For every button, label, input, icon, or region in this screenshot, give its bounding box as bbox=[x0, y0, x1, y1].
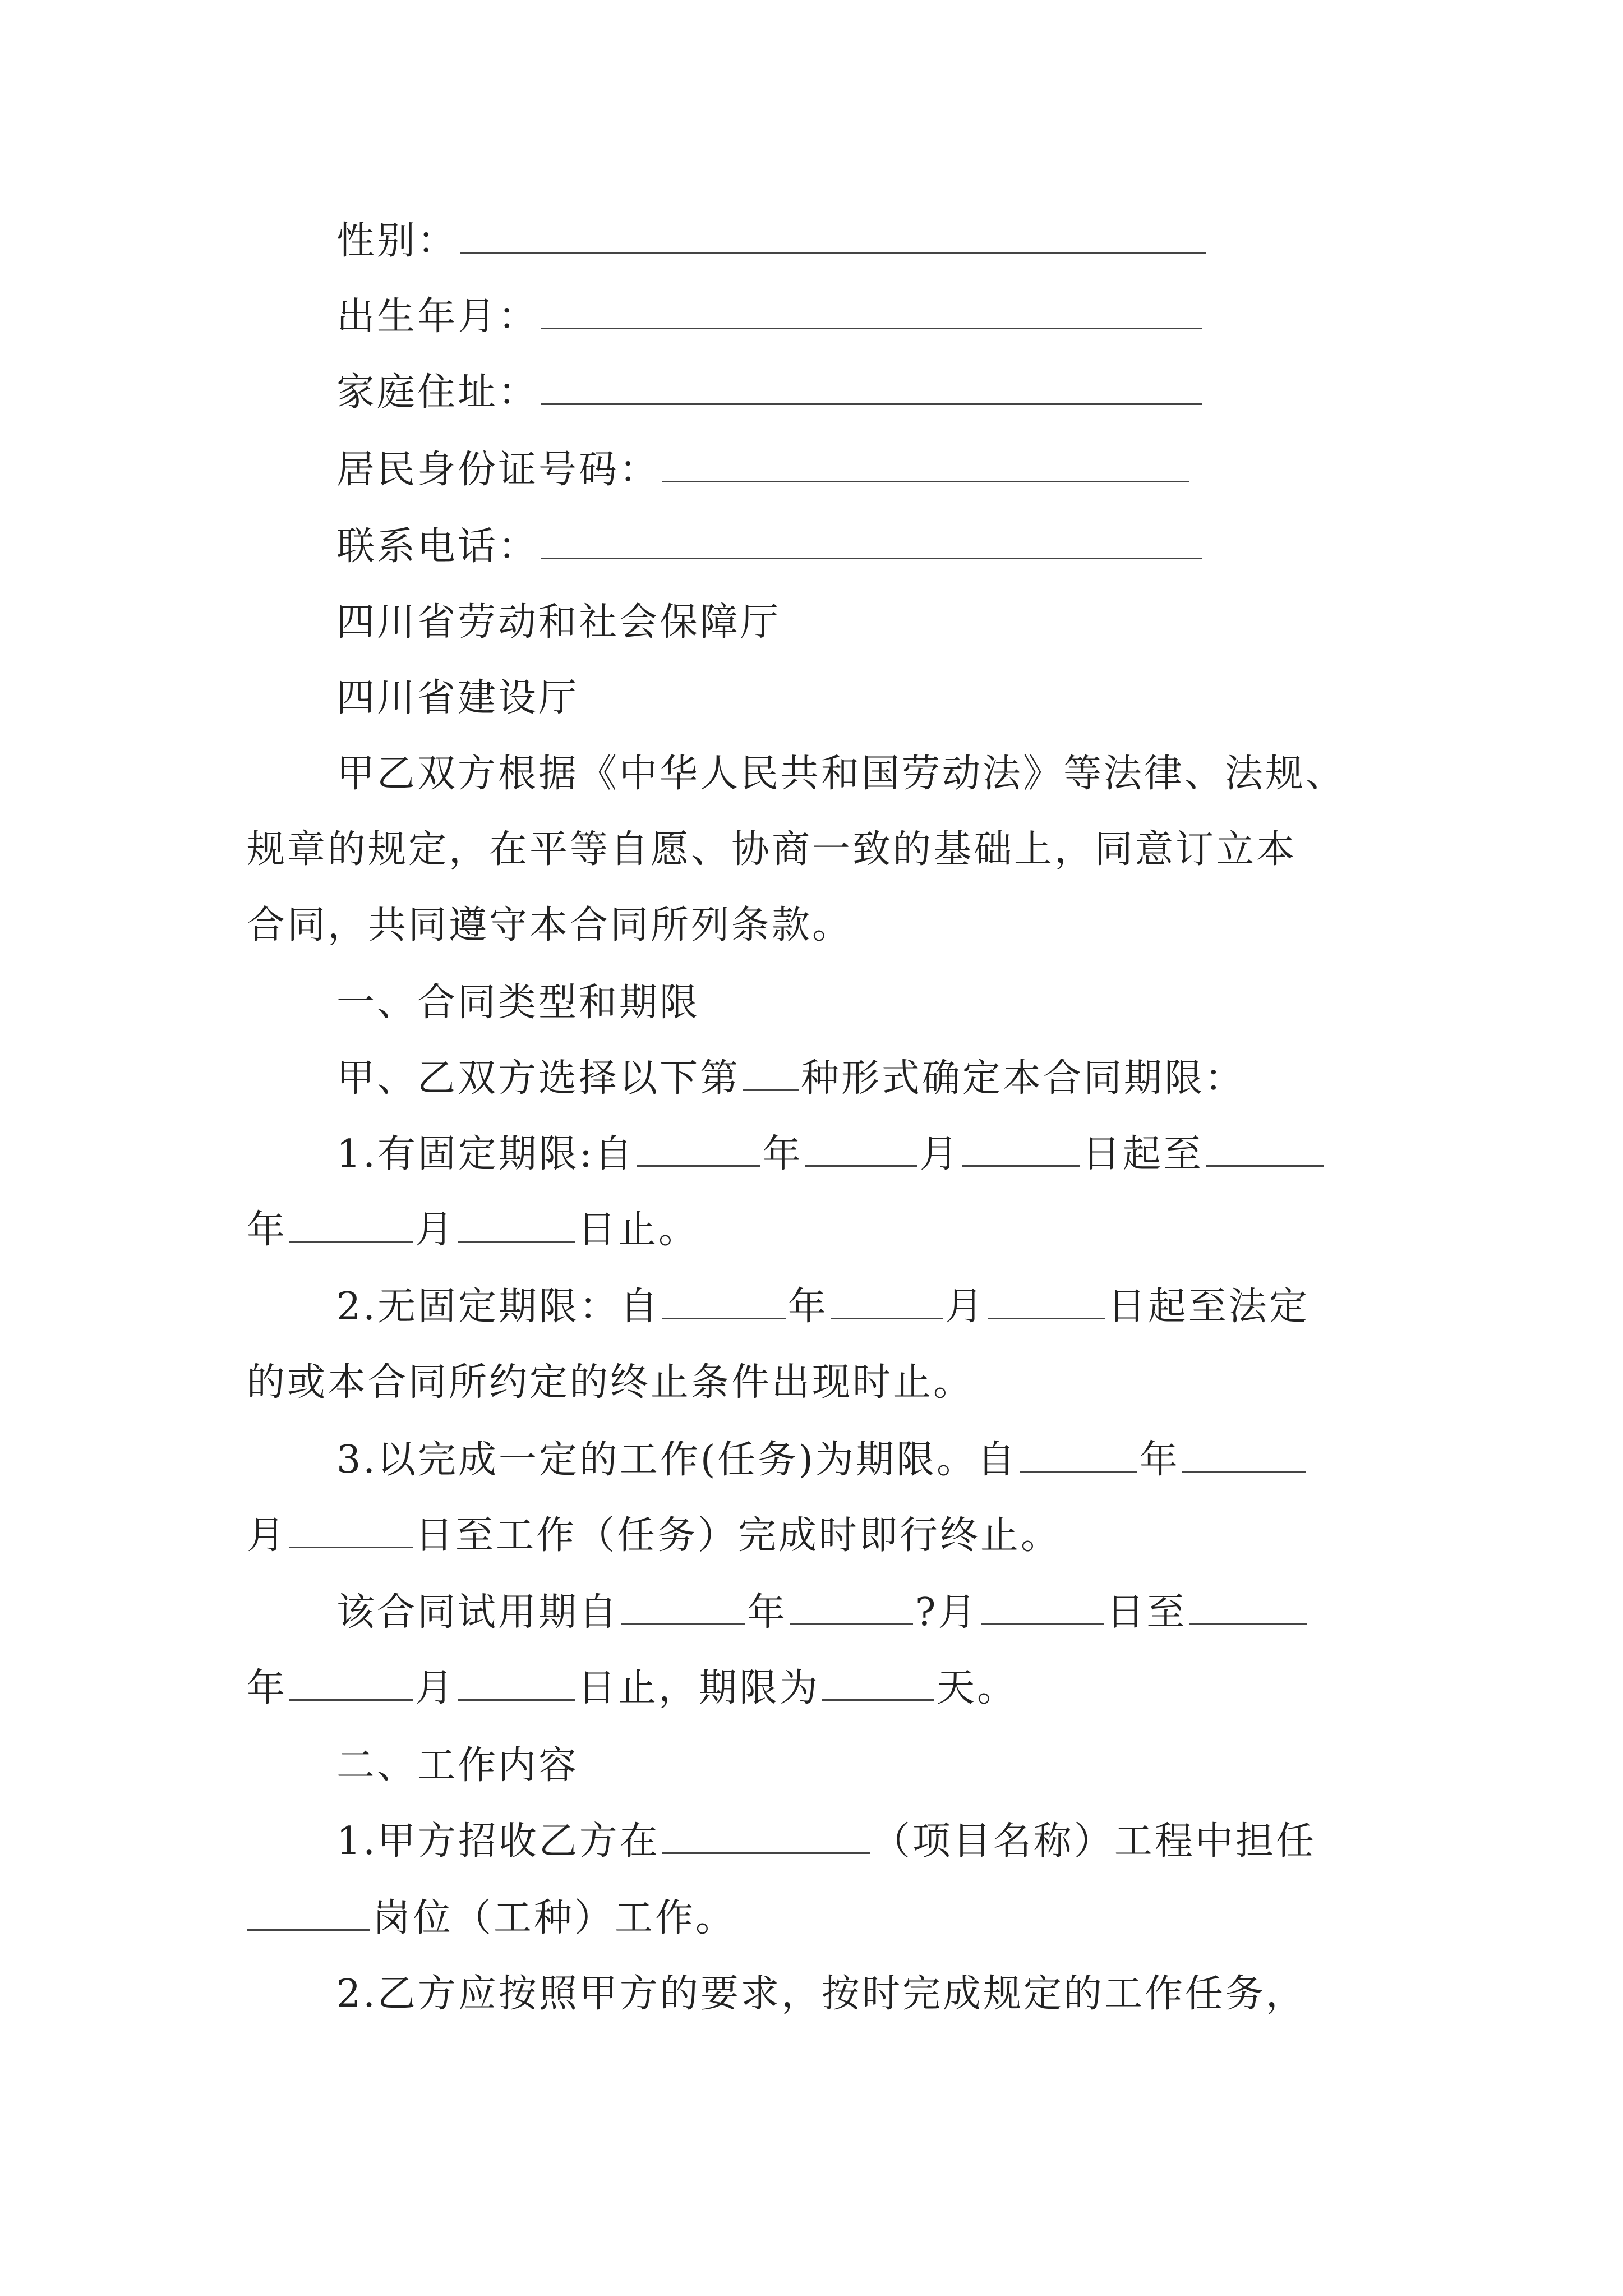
probation-start-month-blank[interactable] bbox=[790, 1588, 913, 1625]
job-line-1 bbox=[336, 1814, 1385, 1870]
fixed-end-day-blank[interactable] bbox=[458, 1205, 575, 1243]
fixed-end-year-blank[interactable] bbox=[1206, 1129, 1324, 1167]
preamble-line-3: 合同，共同遵守本合同所列条款。 bbox=[247, 903, 853, 947]
preamble-line-2: 规章的规定，在平等自愿、协商一致的基础上，同意订立本 bbox=[247, 827, 1297, 872]
task-term-from: 3.以完成一定的工作(任务)为期限。自 bbox=[336, 1438, 1017, 1482]
id-number-blank[interactable] bbox=[662, 445, 1189, 482]
fixed-year-label: 年 bbox=[762, 1132, 803, 1176]
birth-field bbox=[336, 289, 1385, 345]
fixed-end-year-label: 年 bbox=[247, 1208, 288, 1252]
address-blank[interactable] bbox=[541, 367, 1202, 405]
preamble-line-1: 甲乙双方根据《中华人民共和国劳动法》等法律、法规、 bbox=[336, 752, 1347, 796]
section-1-title: 一、合同类型和期限 bbox=[336, 981, 700, 1025]
fixed-end-month-label: 月 bbox=[415, 1208, 456, 1252]
probation-days-label: 天。 bbox=[937, 1666, 1018, 1710]
birth-label: 出生年月： bbox=[336, 295, 539, 339]
job-position-text: 岗位（工种）工作。 bbox=[372, 1896, 736, 1940]
probation-days-blank[interactable] bbox=[822, 1663, 934, 1701]
job-line-2 bbox=[247, 1890, 1385, 1947]
fixed-start-year-blank[interactable] bbox=[637, 1129, 760, 1167]
probation-end-day-label: 日止，期限为 bbox=[578, 1666, 820, 1710]
fixed-until-label: 日起至 bbox=[1082, 1132, 1204, 1176]
phone-label: 联系电话： bbox=[336, 524, 539, 569]
open-start-day-blank[interactable] bbox=[988, 1282, 1105, 1319]
fixed-term-line-2 bbox=[247, 1202, 1385, 1258]
address-label: 家庭住址： bbox=[336, 370, 539, 415]
probation-end-day-blank[interactable] bbox=[458, 1663, 575, 1701]
fixed-term-from: 1.有固定期限:自 bbox=[336, 1132, 635, 1176]
phone-field bbox=[336, 519, 1385, 575]
probation-year-label: 年 bbox=[747, 1590, 788, 1635]
task-year-label: 年 bbox=[1139, 1438, 1180, 1482]
probation-start-year-blank[interactable] bbox=[621, 1588, 745, 1625]
open-month-label: 月 bbox=[944, 1285, 985, 1329]
task-start-day-blank[interactable] bbox=[289, 1511, 413, 1548]
term-choice-line bbox=[336, 1051, 1385, 1107]
task-term-line-2 bbox=[247, 1508, 1385, 1564]
probation-end-month-blank[interactable] bbox=[289, 1663, 413, 1701]
job-recruit-text: 1.甲方招收乙方在 bbox=[336, 1819, 660, 1864]
id-number-label: 居民身份证号码： bbox=[336, 448, 660, 492]
task-month-label: 月 bbox=[247, 1513, 288, 1558]
birth-blank[interactable] bbox=[541, 292, 1202, 329]
probation-until-label: 日至 bbox=[1106, 1590, 1187, 1635]
issuer-construction: 四川省建设厅 bbox=[336, 676, 579, 720]
probation-month-label: ?月 bbox=[915, 1590, 979, 1635]
fixed-month-label: 月 bbox=[919, 1132, 960, 1176]
probation-end-year-blank[interactable] bbox=[1189, 1588, 1307, 1625]
task-start-month-blank[interactable] bbox=[1182, 1435, 1306, 1473]
open-start-month-blank[interactable] bbox=[831, 1282, 943, 1319]
gender-blank[interactable] bbox=[460, 216, 1206, 254]
open-year-label: 年 bbox=[787, 1285, 828, 1329]
task-until-label: 日至工作（任务）完成时即行终止。 bbox=[415, 1513, 1062, 1558]
probation-line-2 bbox=[247, 1660, 1385, 1717]
gender-field bbox=[336, 213, 1385, 269]
job-project-text: （项目名称）工程中担任 bbox=[872, 1819, 1316, 1864]
probation-end-month-label: 月 bbox=[415, 1666, 456, 1710]
phone-blank[interactable] bbox=[541, 522, 1202, 559]
fixed-end-month-blank[interactable] bbox=[289, 1205, 413, 1243]
fixed-start-month-blank[interactable] bbox=[805, 1129, 917, 1167]
open-until-label: 日起至法定 bbox=[1107, 1285, 1310, 1329]
task-start-year-blank[interactable] bbox=[1020, 1435, 1137, 1473]
fixed-term-line-1 bbox=[336, 1126, 1385, 1182]
open-term-line-1 bbox=[336, 1279, 1385, 1335]
section-2-title: 二、工作内容 bbox=[336, 1743, 579, 1788]
job-position-blank[interactable] bbox=[247, 1893, 370, 1931]
open-term-from: 2.无固定期限：自 bbox=[336, 1285, 660, 1329]
task-term-line-1 bbox=[336, 1432, 1385, 1488]
probation-end-year-label: 年 bbox=[247, 1666, 288, 1710]
open-term-line-2: 的或本合同所约定的终止条件出现时止。 bbox=[247, 1360, 974, 1405]
open-start-year-blank[interactable] bbox=[662, 1282, 786, 1319]
probation-start-day-blank[interactable] bbox=[981, 1588, 1104, 1625]
id-number-field bbox=[336, 442, 1385, 498]
fixed-end-day-label: 日止。 bbox=[578, 1208, 699, 1252]
fixed-start-day-blank[interactable] bbox=[962, 1129, 1080, 1167]
address-field bbox=[336, 365, 1385, 421]
job-duty-line: 2.乙方应按照甲方的要求，按时完成规定的工作任务， bbox=[336, 1972, 1306, 2016]
term-choice-blank[interactable] bbox=[743, 1053, 799, 1091]
probation-from: 该合同试用期自 bbox=[336, 1590, 620, 1635]
project-name-blank[interactable] bbox=[662, 1816, 870, 1854]
term-choice-text-b: 种形式确定本合同期限： bbox=[801, 1056, 1246, 1101]
gender-label: 性别： bbox=[336, 219, 458, 263]
issuer-labor: 四川省劳动和社会保障厅 bbox=[336, 600, 781, 645]
probation-line-1 bbox=[336, 1585, 1385, 1641]
term-choice-text-a: 甲、乙双方选择以下第 bbox=[336, 1056, 741, 1101]
